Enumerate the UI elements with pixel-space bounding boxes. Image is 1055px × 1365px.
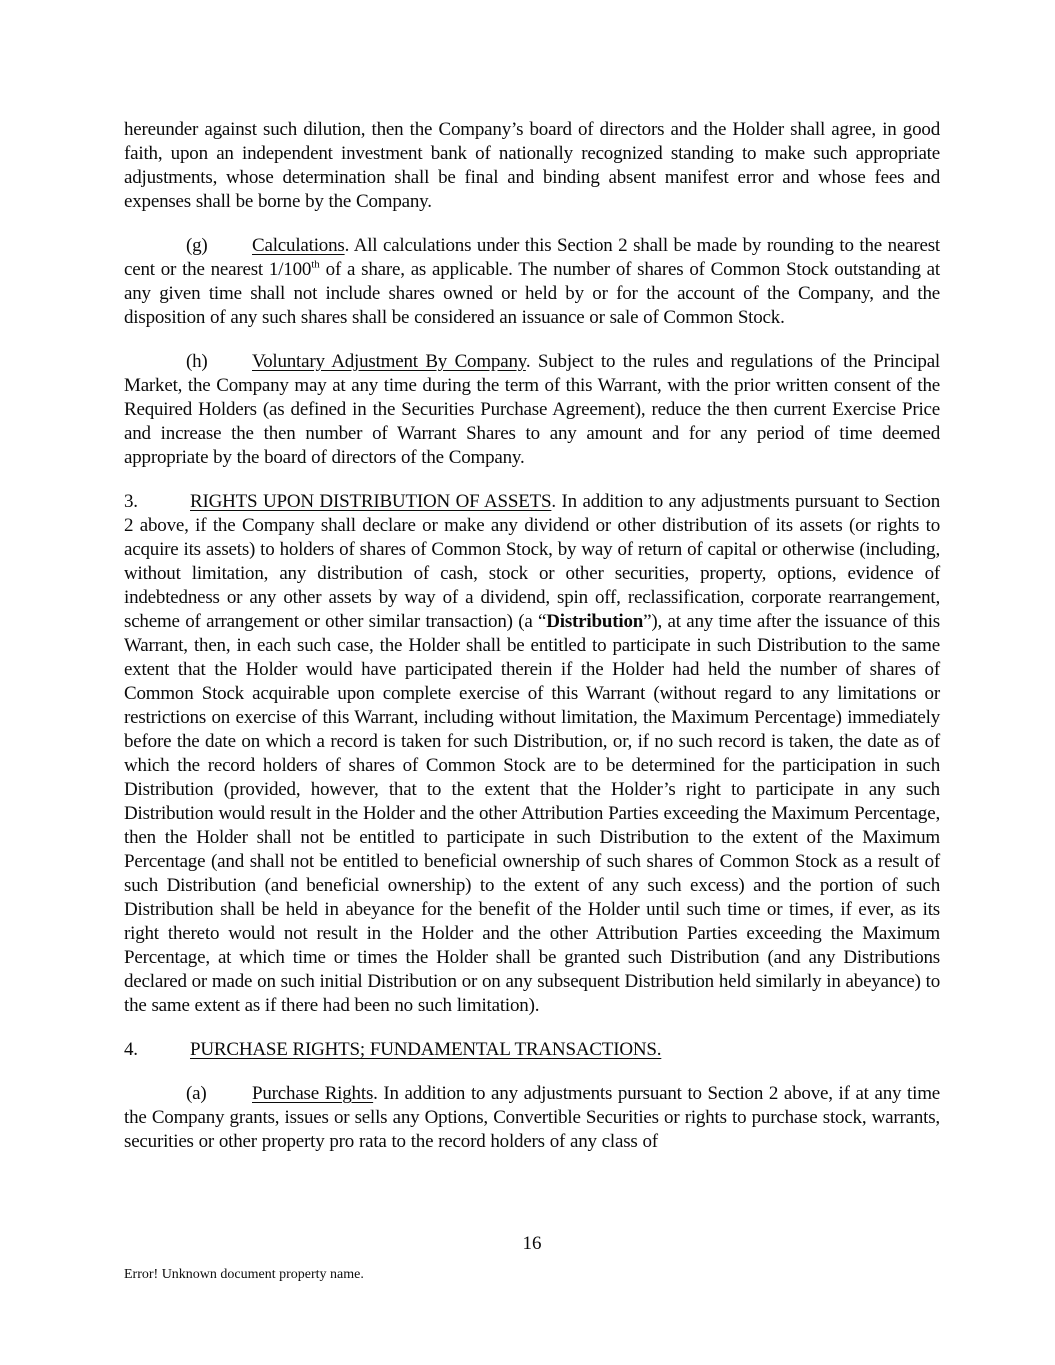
paragraph-heading: Calculations xyxy=(252,235,345,256)
paragraph-text: . All calculations under this Section 2 shall be made by rounding to the nearest cent or the nearest 1/100 xyxy=(124,235,940,280)
defined-term: Distribution xyxy=(546,611,644,632)
paragraph-heading: Purchase Rights xyxy=(252,1083,374,1104)
paragraph-label: (a) xyxy=(186,1083,207,1104)
paragraph-g xyxy=(124,234,940,330)
superscript-ordinal: th xyxy=(311,258,320,271)
section-heading: PURCHASE RIGHTS; FUNDAMENTAL TRANSACTIONS. xyxy=(190,1039,662,1060)
paragraph-continuation xyxy=(124,118,940,214)
section-3-paragraph xyxy=(124,490,940,1018)
paragraph-text: . Subject to the rules and regulations of the Principal Market, the Company may at any time during the term of this Warrant, with the prior written consent of the Required Holders (as defined in the Securities Purchase Agreement), reduce the then current Exercise Price and increase the then number of Warrant Shares to any amount and for any period of time deemed appropriate by the board of directors of the Company. xyxy=(124,351,941,468)
paragraph-text: . In addition to any adjustments pursuant to Section 2 above, if the Company shall declare or make any dividend or other distribution of its assets (or rights to acquire its assets) to holders of shares of Common Stock, by way of return of capital or otherwise (including, without limitation, any distribution of cash, stock or other securities, property, options, evidence of indebtedness or any other assets by way of a dividend, spin off, reclassification, corporate rearrangement, scheme of arrangement or other similar transaction) (a “ xyxy=(124,491,940,632)
page-number: 16 xyxy=(522,1233,542,1254)
paragraph-text: of a share, as applicable. The number of shares of Common Stock outstanding at any given time shall not include shares owned or held by or for the account of the Company, and the disposition of any such shares shall be considered an issuance or sale of Common Stock. xyxy=(124,259,940,328)
section-number: 4. xyxy=(124,1039,138,1060)
paragraph-label: (h) xyxy=(186,351,208,372)
paragraph-text: ”), at any time after the issuance of this Warrant, then, in each such case, the Holder shall be entitled to participate in such Distribution to the same extent that the Holder would have participated therein if the Holder had held the number of shares of Common Stock acquirable upon complete exercise of this Warrant (without regard to any limitations or restrictions on exercise of this Warrant, including without limitation, the Maximum Percentage) immediately before the date on which a record is taken for such Distribution, or, if no such record is taken, the date as of which the record holders of shares of Common Stock are to be determined for the participation in such Distribution (provided, however, that to the extent that the Holder’s right to participate in any such Distribution would result in the Holder and the other Attribution Parties exceeding the Maximum Percentage, then the Holder shall not be entitled to participate in such Distribution to the extent of the Maximum Percentage (and shall not be entitled to beneficial ownership of such shares of Common Stock as a result of such Distribution (and beneficial ownership) to the extent of any such excess) and the portion of such Distribution shall be held in abeyance for the benefit of the Holder until such time or times, if ever, as its right thereto would not result in the Holder and the other Attribution Parties exceeding the Maximum Percentage, at which time or times the Holder shall be granted such Distribution (and any Distributions declared or made on such initial Distribution or on any subsequent Distribution held similarly in abeyance) to the same extent as if there had been no such limitation). xyxy=(124,611,940,1016)
paragraph-heading: Voluntary Adjustment By Company xyxy=(252,351,526,372)
section-number: 3. xyxy=(124,491,138,512)
footer-error-text: Error! Unknown document property name. xyxy=(124,1267,364,1282)
paragraph-text: hereunder against such dilution, then the Company’s board of directors and the Holder shall agree, in good faith, upon an independent investment bank of nationally recognized standing to make such appropriate adjustments, whose determination shall be final and binding absent manifest error and whose fees and expenses shall be borne by the Company. xyxy=(124,119,940,212)
paragraph-a xyxy=(124,1082,940,1154)
paragraph-text: . In addition to any adjustments pursuant to Section 2 above, if at any time the Company grants, issues or sells any Options, Convertible Securities or rights to purchase stock, warrants, securities or other property pro rata to the record holders of any class of xyxy=(124,1083,940,1152)
section-4-heading-paragraph xyxy=(124,1038,940,1062)
document-content xyxy=(124,118,940,1154)
paragraph-h xyxy=(124,350,940,470)
section-heading: RIGHTS UPON DISTRIBUTION OF ASSETS xyxy=(190,491,552,512)
paragraph-label: (g) xyxy=(186,235,208,256)
